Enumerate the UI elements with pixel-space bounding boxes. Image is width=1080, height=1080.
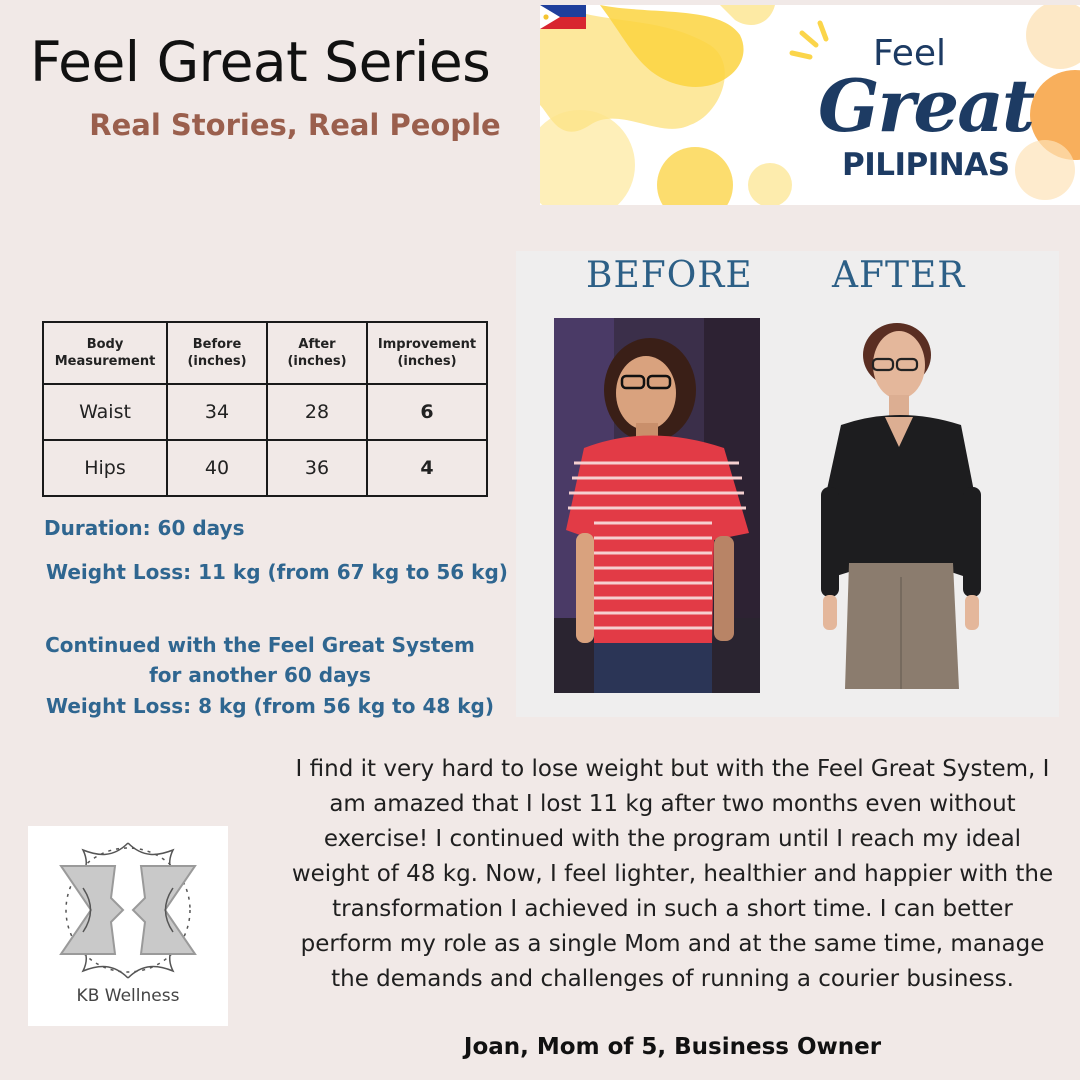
kb-wellness-logo (28, 826, 228, 1026)
philippine-flag-icon (540, 5, 586, 29)
logo-feel-text: Feel (873, 33, 947, 74)
continued-line-1: Continued with the Feel Great System (45, 633, 475, 657)
cell-after: 28 (267, 384, 367, 440)
cell-improvement: 4 (367, 440, 487, 496)
kb-emblem-icon (53, 838, 203, 983)
table-header-after: After (inches) (267, 322, 367, 384)
cell-measurement: Hips (43, 440, 167, 496)
cell-improvement: 6 (367, 384, 487, 440)
before-label: BEFORE (586, 255, 753, 296)
weight-loss-first-text: Weight Loss: 11 kg (from 67 kg to 56 kg) (46, 560, 508, 584)
after-label: AFTER (832, 255, 966, 296)
measurement-table (42, 321, 488, 497)
before-photo (554, 318, 760, 693)
table-header-improvement: Improvement (inches) (367, 322, 487, 384)
feel-great-banner (540, 5, 1080, 205)
logo-great-text: Great (818, 63, 1034, 148)
weight-loss-second-text: Weight Loss: 8 kg (from 56 kg to 48 kg) (46, 694, 494, 718)
continued-line-2: for another 60 days (149, 663, 371, 687)
table-row (43, 440, 487, 496)
before-after-panel (516, 251, 1059, 717)
cell-after: 36 (267, 440, 367, 496)
table-row (43, 384, 487, 440)
testimonial-quote: I find it very hard to lose weight but with the Feel Great System, I am amazed that I lost 11 kg after two months even without exercise! I continued with the program until I reach my ideal weight of 48 kg. Now, I feel lighter, healthier and happier with the transformation I achieved in such a short time. I can better perform my role as a single Mom and at the same time, manage the demands and challenges of running a courier business. (291, 756, 1054, 992)
testimonial-author: Joan, Mom of 5, Business Owner (463, 1034, 882, 1060)
cell-measurement: Waist (43, 384, 167, 440)
page-subtitle: Real Stories, Real People (89, 108, 501, 142)
page-title: Feel Great Series (30, 30, 491, 94)
cell-before: 34 (167, 384, 267, 440)
table-header-measurement: Body Measurement (43, 322, 167, 384)
table-header-row (43, 322, 487, 384)
cell-before: 40 (167, 440, 267, 496)
logo-country-text: PILIPINAS (842, 147, 1010, 183)
duration-text: Duration: 60 days (44, 516, 245, 540)
table-header-before: Before (inches) (167, 322, 267, 384)
after-photo (801, 317, 1001, 697)
kb-wellness-text: KB Wellness (76, 986, 180, 1006)
